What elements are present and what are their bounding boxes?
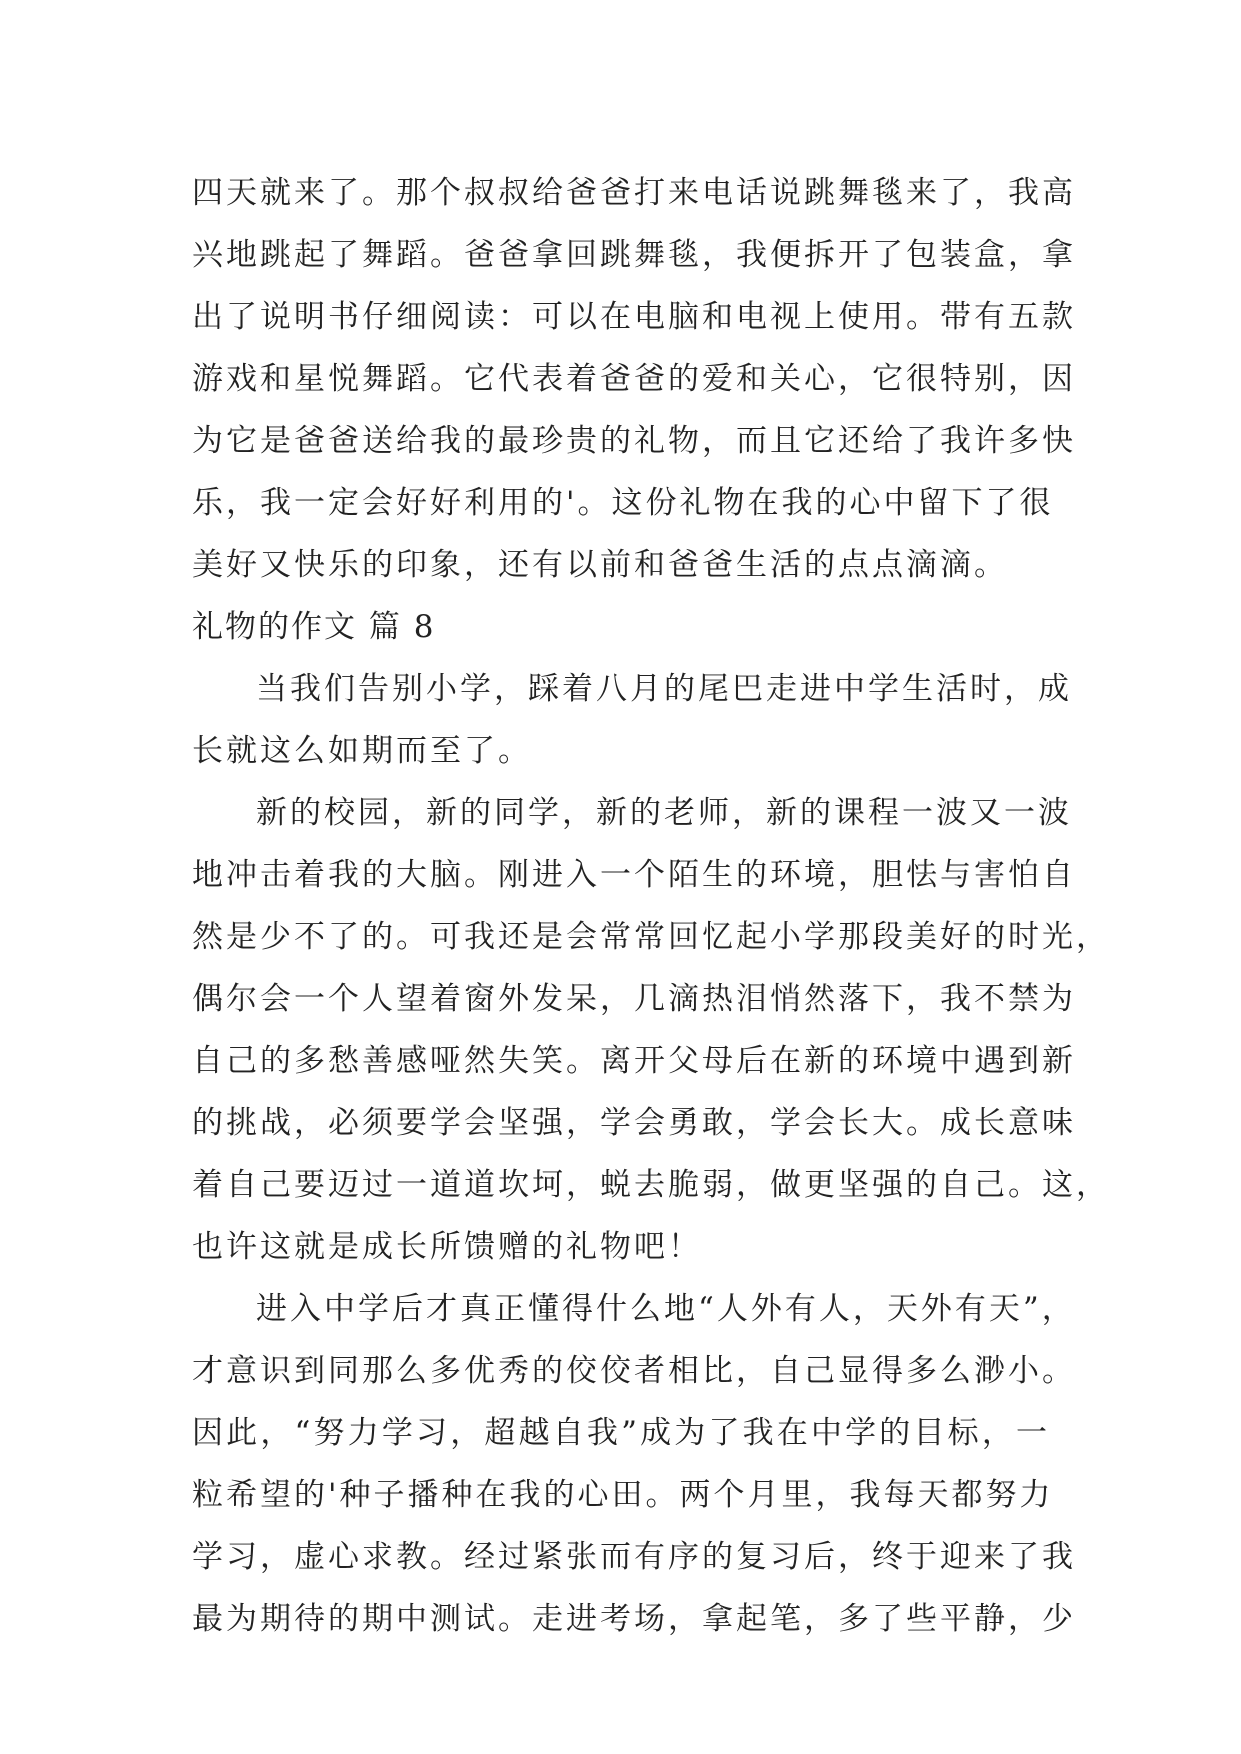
paragraph-line: 因此，“努力学习，超越自我”成为了我在中学的目标，一 <box>192 1415 1050 1451</box>
text-line: 兴地跳起了舞蹈。爸爸拿回跳舞毯，我便拆开了包装盒，拿 <box>192 237 1076 273</box>
text-line: 为它是爸爸送给我的最珍贵的礼物，而且它还给了我许多快 <box>192 423 1076 459</box>
text-line: 美好又快乐的印象，还有以前和爸爸生活的点点滴滴。 <box>192 547 1008 583</box>
paragraph-line: 地冲击着我的大脑。刚进入一个陌生的环境，胆怯与害怕自 <box>192 857 1076 893</box>
paragraph-line: 新的校园，新的同学，新的老师，新的课程一波又一波 <box>256 795 1072 831</box>
paragraph-line: 粒希望的'种子播种在我的心田。两个月里，我每天都努力 <box>192 1477 1054 1513</box>
paragraph-line: 才意识到同那么多优秀的佼佼者相比，自己显得多么渺小。 <box>192 1353 1076 1389</box>
section-heading: 礼物的作文 篇 8 <box>192 609 436 645</box>
text-line: 游戏和星悦舞蹈。它代表着爸爸的爱和关心，它很特别，因 <box>192 361 1076 397</box>
paragraph-line: 长就这么如期而至了。 <box>192 733 532 769</box>
paragraph-line: 着自己要迈过一道道坎坷，蜕去脆弱，做更坚强的自己。这， <box>192 1167 1110 1203</box>
paragraph-line: 然是少不了的。可我还是会常常回忆起小学那段美好的时光， <box>192 919 1110 955</box>
paragraph-line: 的挑战，必须要学会坚强，学会勇敢，学会长大。成长意味 <box>192 1105 1076 1141</box>
paragraph-line: 学习，虚心求教。经过紧张而有序的复习后，终于迎来了我 <box>192 1539 1076 1575</box>
paragraph-line: 也许这就是成长所馈赠的礼物吧！ <box>192 1229 702 1265</box>
text-line: 四天就来了。那个叔叔给爸爸打来电话说跳舞毯来了，我高 <box>192 175 1076 211</box>
paragraph-line: 当我们告别小学，踩着八月的尾巴走进中学生活时，成 <box>256 671 1072 707</box>
paragraph-line: 自己的多愁善感哑然失笑。离开父母后在新的环境中遇到新 <box>192 1043 1076 1079</box>
paragraph-line: 最为期待的期中测试。走进考场，拿起笔，多了些平静，少 <box>192 1601 1076 1637</box>
text-line: 乐，我一定会好好利用的'。这份礼物在我的心中留下了很 <box>192 485 1054 521</box>
paragraph-line: 进入中学后才真正懂得什么地“人外有人，天外有天”， <box>256 1291 1076 1327</box>
text-line: 出了说明书仔细阅读：可以在电脑和电视上使用。带有五款 <box>192 299 1076 335</box>
paragraph-line: 偶尔会一个人望着窗外发呆，几滴热泪悄然落下，我不禁为 <box>192 981 1076 1017</box>
document-body <box>192 162 1110 1650</box>
